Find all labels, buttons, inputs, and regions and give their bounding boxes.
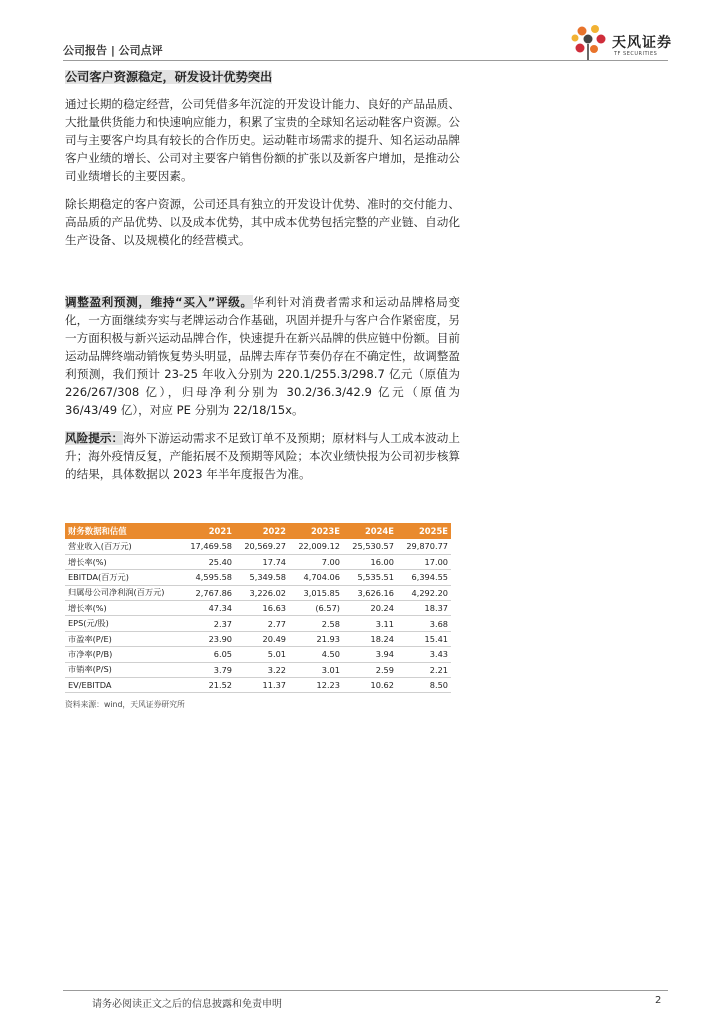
table-cell: 3.01 <box>289 662 343 677</box>
table-cell: 归属母公司净利润(百万元) <box>65 585 181 600</box>
table-row <box>65 616 451 631</box>
table-cell: 18.37 <box>397 601 451 616</box>
report-body <box>65 68 460 710</box>
risk-body: 海外下游运动需求不足致订单不及预期；原材料与人工成本波动上升；海外疫情反复，产能拓展不及预期等风险；本次业绩快报为公司初步核算的结果，具体数据以 2023 年半年度报告为准。 <box>65 431 460 481</box>
table-cell: 23.90 <box>181 631 235 646</box>
table-header-cell: 2025E <box>418 526 448 536</box>
table-cell: 4,292.20 <box>397 585 451 600</box>
table-row <box>65 601 451 616</box>
table-cell: 增长率(%) <box>65 554 181 569</box>
tf-securities-logo <box>568 22 678 62</box>
table-cell: (6.57) <box>289 601 343 616</box>
table-cell: 4,704.06 <box>289 570 343 585</box>
table-cell: 25.40 <box>181 554 235 569</box>
table-header-cell: 2024E <box>364 526 394 536</box>
table-row <box>65 554 451 569</box>
table-cell: EPS(元/股) <box>65 616 181 631</box>
table-cell: 4.50 <box>289 647 343 662</box>
paragraph-advantages: 除长期稳定的客户资源，公司还具有独立的开发设计优势、准时的交付能力、高品质的产品优势、以及成本优势，其中成本优势包括完整的产业链、自动化生产设备、以及规模化的经营模式。 <box>65 197 460 247</box>
table-header-cell: 2023E <box>310 526 340 536</box>
table-cell: 3.68 <box>397 616 451 631</box>
table-cell: 2.77 <box>235 616 289 631</box>
table-cell: 2.59 <box>343 662 397 677</box>
table-cell: 3.43 <box>397 647 451 662</box>
table-header-cell: 2022 <box>262 526 286 536</box>
table-cell: 21.93 <box>289 631 343 646</box>
table-cell: 3.22 <box>235 662 289 677</box>
table-cell: 20.49 <box>235 631 289 646</box>
table-cell: 17,469.58 <box>181 539 235 554</box>
table-row <box>65 678 451 693</box>
table-cell: 17.74 <box>235 554 289 569</box>
table-cell: 11.37 <box>235 678 289 693</box>
logo-brand-name: 天风证券 <box>612 35 672 51</box>
table-cell: 3.79 <box>181 662 235 677</box>
footer-disclaimer: 请务必阅读正文之后的信息披露和免责申明 <box>92 999 282 1010</box>
table-row <box>65 570 451 585</box>
table-source-note: 资料来源：wind，天风证券研究所 <box>65 700 185 710</box>
risk-lead: 风险提示： <box>65 431 124 445</box>
table-cell: 6,394.55 <box>397 570 451 585</box>
table-cell: 3,626.16 <box>343 585 397 600</box>
table-cell: 5,349.58 <box>235 570 289 585</box>
table-cell: 29,870.77 <box>397 539 451 554</box>
table-row <box>65 631 451 646</box>
table-header-cell: 2021 <box>208 526 233 536</box>
table-cell: 2.21 <box>397 662 451 677</box>
table-header-row <box>65 523 451 539</box>
paragraph-risk <box>65 429 460 483</box>
page-number: 2 <box>655 995 662 1006</box>
table-cell: 25,530.57 <box>343 539 397 554</box>
table-row <box>65 539 451 554</box>
rating-lead: 调整盈利预测，维持“买入”评级。 <box>65 295 253 309</box>
table-header-cell: 财务数据和估值 <box>68 526 127 536</box>
paragraph-customer-resources: 通过长期的稳定经营，公司凭借多年沉淀的开发设计能力、良好的产品品质、大批量供货能力和快速响应能力，积累了宝贵的全球知名运动鞋客户资源。公司与主要客户均具有较长的合作历史。运动鞋市场需求的提升、知名运动品牌客户业绩的增长、公司对主要客户销售份额的扩张以及新客户增加，是推动公司业绩增长的主要因素。 <box>65 97 460 183</box>
rating-body: 华利针对消费者需求和运动品牌格局变化，一方面继续夯实与老牌运动合作基础，巩固并提升与客户合作紧密度，另一方面积极与新兴运动品牌合作，快速提升在新兴品牌的供应链中份额。目前运动品牌终端动销恢复势头明显，品牌去库存节奏仍存在不确定性，故调整盈利预测，我们预计 23-25 年收入分别为 220.1/255.3/298.7 亿元（原值为 226/267/308 亿），归母净利分别为 30.2/36.3/42.9 亿元（原值为 36/43/49 亿），对应 PE 分别为 22/18/15x。 <box>65 295 460 417</box>
table-cell: 5,535.51 <box>343 570 397 585</box>
table-cell: 21.52 <box>181 678 235 693</box>
table-cell: 3.11 <box>343 616 397 631</box>
table-cell: 10.62 <box>343 678 397 693</box>
table-cell: 3,226.02 <box>235 585 289 600</box>
table-cell: 5.01 <box>235 647 289 662</box>
table-cell: 市盈率(P/E) <box>65 631 181 646</box>
table-cell: 47.34 <box>181 601 235 616</box>
table-cell: 17.00 <box>397 554 451 569</box>
table-cell: 市销率(P/S) <box>65 662 181 677</box>
table-cell: 营业收入(百万元) <box>65 539 181 554</box>
table-cell: 15.41 <box>397 631 451 646</box>
table-row <box>65 647 451 662</box>
paragraph-rating <box>65 293 460 419</box>
table-cell: 16.00 <box>343 554 397 569</box>
table-row <box>65 585 451 600</box>
table-row <box>65 662 451 677</box>
table-cell: 12.23 <box>289 678 343 693</box>
table-cell: 20,569.27 <box>235 539 289 554</box>
table-cell: 2.58 <box>289 616 343 631</box>
table-cell: EBITDA(百万元) <box>65 570 181 585</box>
table-cell: 18.24 <box>343 631 397 646</box>
table-cell: 6.05 <box>181 647 235 662</box>
financial-data-table <box>65 523 451 693</box>
table-cell: EV/EBITDA <box>65 678 181 693</box>
table-cell: 16.63 <box>235 601 289 616</box>
table-cell: 4,595.58 <box>181 570 235 585</box>
table-cell: 2,767.86 <box>181 585 235 600</box>
flower-logo-icon <box>568 22 612 62</box>
table-cell: 2.37 <box>181 616 235 631</box>
table-cell: 22,009.12 <box>289 539 343 554</box>
footer-divider <box>63 990 668 991</box>
table-cell: 8.50 <box>397 678 451 693</box>
section-title-customer <box>65 68 460 87</box>
table-cell: 3.94 <box>343 647 397 662</box>
report-breadcrumb: 公司报告 | 公司点评 <box>63 44 163 57</box>
table-cell: 增长率(%) <box>65 601 181 616</box>
table-cell: 7.00 <box>289 554 343 569</box>
table-cell: 市净率(P/B) <box>65 647 181 662</box>
section-title-text: 公司客户资源稳定，研发设计优势突出 <box>65 70 273 84</box>
table-cell: 3,015.85 <box>289 585 343 600</box>
table-cell: 20.24 <box>343 601 397 616</box>
logo-brand-english: TF SECURITIES <box>614 51 658 57</box>
